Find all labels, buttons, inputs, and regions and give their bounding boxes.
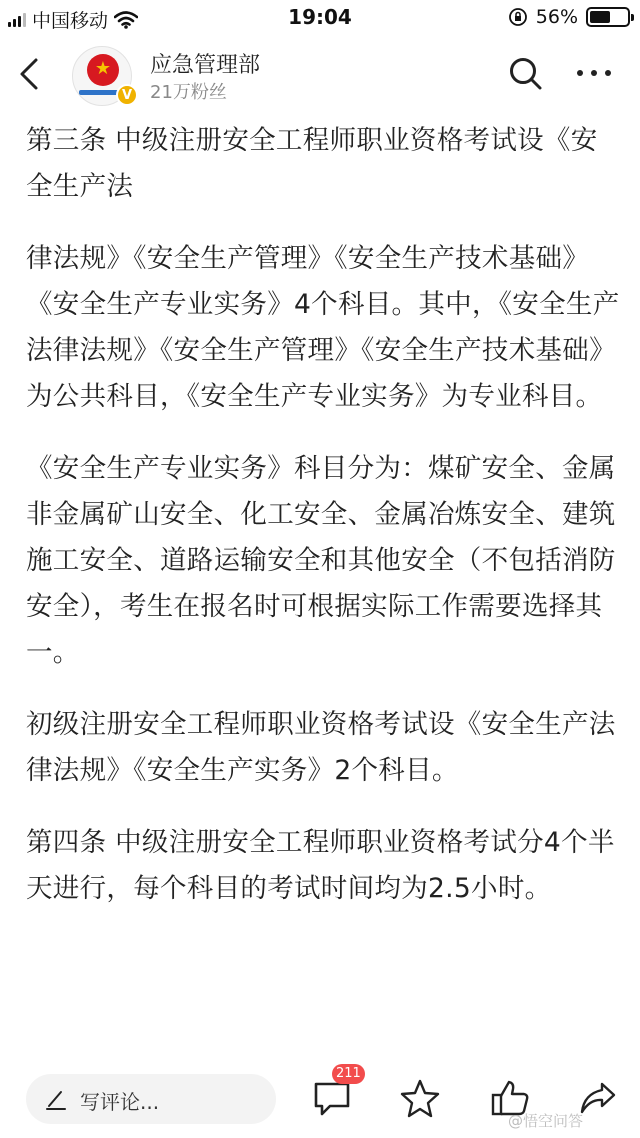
favorite-button[interactable] bbox=[398, 1076, 442, 1120]
search-button[interactable] bbox=[506, 54, 546, 94]
article-paragraph: 第三条 中级注册安全工程师职业资格考试设《安全生产法 bbox=[26, 125, 598, 202]
status-time: 19:04 bbox=[288, 5, 352, 29]
more-dots-icon bbox=[572, 58, 616, 88]
comment-count-badge: 211 bbox=[332, 1064, 365, 1084]
article-paragraph: 第四条 中级注册安全工程师职业资格考试分4个半天进行，每个科目的考试时间均为2.5小时。 bbox=[26, 827, 615, 904]
follower-count: 21万粉丝 bbox=[150, 82, 227, 103]
carrier-label: 中国移动 bbox=[32, 10, 109, 32]
watermark-text: @悟空问答 bbox=[508, 1112, 584, 1130]
pen-icon bbox=[44, 1087, 68, 1111]
bottom-action-bar bbox=[0, 1058, 640, 1138]
back-button[interactable] bbox=[10, 50, 54, 98]
search-icon bbox=[506, 54, 546, 94]
article-paragraph: 初级注册安全工程师职业资格考试设《安全生产法律法规》《安全生产实务》2个科目。 bbox=[26, 709, 616, 786]
write-comment-input[interactable] bbox=[26, 1074, 276, 1124]
nav-header bbox=[0, 36, 640, 116]
emblem-logo bbox=[87, 54, 119, 86]
more-button[interactable] bbox=[572, 58, 616, 88]
star-icon bbox=[398, 1076, 442, 1120]
account-name[interactable]: 应急管理部 bbox=[150, 53, 261, 78]
status-right bbox=[508, 6, 630, 28]
battery-percent: 56% bbox=[535, 6, 578, 28]
back-arrow-icon bbox=[10, 50, 54, 98]
article-body bbox=[26, 118, 620, 1058]
verified-badge: V bbox=[116, 84, 138, 106]
comment-placeholder: 写评论... bbox=[80, 1090, 160, 1114]
article-paragraph: 《安全生产专业实务》科目分为：煤矿安全、金属非金属矿山安全、化工安全、金属冶炼安全、建筑施工安全、道路运输安全和其他安全（不包括消防安全），考生在报名时可根据实际工作需要选择其一。 bbox=[26, 453, 616, 668]
battery-icon bbox=[586, 7, 630, 27]
orientation-lock-icon bbox=[508, 7, 528, 27]
article-paragraph: 律法规》《安全生产管理》《安全生产技术基础》《安全生产专业实务》4个科目。其中，《安全生产法律法规》《安全生产管理》《安全生产技术基础》为公共科目，《安全生产专业实务》为专业科目。 bbox=[26, 243, 620, 412]
status-bar bbox=[0, 0, 640, 36]
